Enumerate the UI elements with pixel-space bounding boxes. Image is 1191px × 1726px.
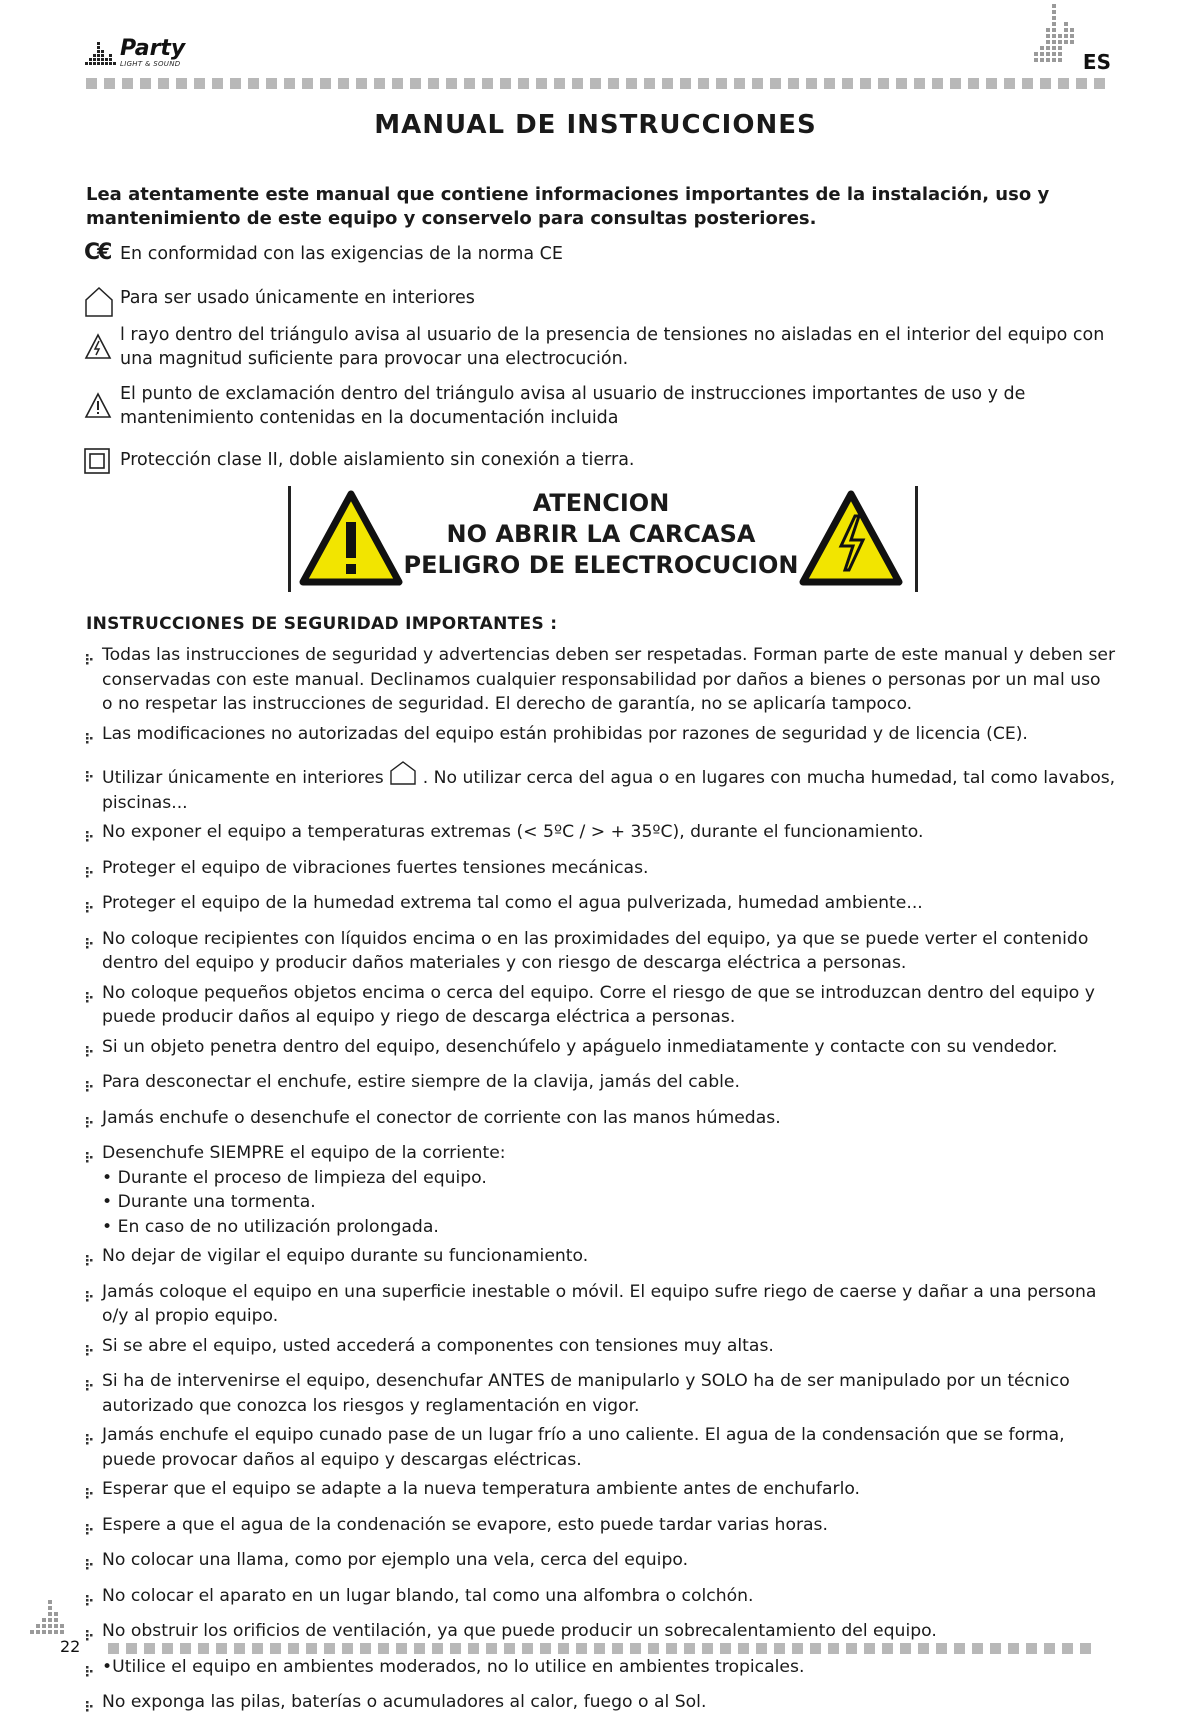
bullet-icon <box>86 1423 102 1472</box>
divider-square <box>900 1643 911 1654</box>
bullet-icon <box>86 1106 102 1137</box>
bottom-divider <box>108 1643 1091 1654</box>
symbol-row-indoor <box>84 286 1120 325</box>
bullet-icon <box>86 760 102 815</box>
divider-square <box>432 1643 443 1654</box>
divider-square <box>594 1643 605 1654</box>
divider-square <box>738 1643 749 1654</box>
bullet-icon <box>86 1619 102 1650</box>
exclamation-triangle-icon <box>84 392 112 420</box>
divider-square <box>932 78 943 89</box>
divider-square <box>284 78 295 89</box>
divider-square <box>950 78 961 89</box>
bullet-icon <box>86 1070 102 1101</box>
divider-square <box>756 1643 767 1654</box>
bullet-dots-icon <box>86 902 94 914</box>
bullet-dots-icon <box>86 1595 94 1607</box>
divider-square <box>356 78 367 89</box>
divider-square <box>162 1643 173 1654</box>
warning-line-2: NO ABRIR LA CARCASA <box>446 520 756 548</box>
bullet-dots-icon <box>86 1559 94 1571</box>
divider-square <box>252 1643 263 1654</box>
divider-square <box>176 78 187 89</box>
electric-shock-warning-icon <box>799 488 903 588</box>
divider-square <box>180 1643 191 1654</box>
divider-square <box>810 1643 821 1654</box>
divider-square <box>1080 1643 1091 1654</box>
divider-square <box>1076 78 1087 89</box>
divider-square <box>342 1643 353 1654</box>
language-code: ES <box>1082 50 1111 74</box>
house-icon <box>389 760 417 786</box>
divider-square <box>464 78 475 89</box>
divider-square <box>108 1643 119 1654</box>
divider-square <box>576 1643 587 1654</box>
divider-square <box>986 78 997 89</box>
divider-square <box>320 78 331 89</box>
list-item: No dejar de vigilar el equipo durante su funcionamiento. <box>86 1244 1116 1275</box>
bullet-icon <box>86 1369 102 1418</box>
divider-square <box>882 1643 893 1654</box>
divider-square <box>896 78 907 89</box>
bullet-icon <box>86 1477 102 1508</box>
bullet-icon <box>86 927 102 976</box>
divider-square <box>644 78 655 89</box>
divider-square <box>446 78 457 89</box>
bullet-icon <box>86 722 102 753</box>
brand-logo <box>84 36 185 68</box>
divider-square <box>266 78 277 89</box>
list-item: No colocar el aparato en un lugar blando, tal como una alfombra o colchón. <box>86 1584 1116 1615</box>
divider-square <box>666 1643 677 1654</box>
instruction-list <box>86 643 1116 1726</box>
list-item: Jamás enchufe el equipo cunado pase de un lugar frío a uno caliente. El agua de la condensación que se forma, puede provocar daños al equipo y descargas eléctricas. <box>86 1423 1116 1472</box>
divider-square <box>554 78 565 89</box>
divider-square <box>720 1643 731 1654</box>
divider-square <box>590 78 601 89</box>
divider-square <box>792 1643 803 1654</box>
divider-square <box>230 78 241 89</box>
divider-square <box>936 1643 947 1654</box>
bullet-dots-icon <box>86 771 94 783</box>
divider-square <box>774 1643 785 1654</box>
divider-square <box>698 78 709 89</box>
bullet-icon <box>86 981 102 1030</box>
bullet-dots-icon <box>86 654 94 666</box>
divider-square <box>414 1643 425 1654</box>
list-item: Las modificaciones no autorizadas del equipo están prohibidas por razones de seguridad y de licencia (CE). <box>86 722 1116 753</box>
divider-square <box>716 78 727 89</box>
divider-square <box>482 78 493 89</box>
list-item: Desenchufe SIEMPRE el equipo de la corriente: • Durante el proceso de limpieza del equipo. • Durante una tormenta. • En caso de no utilización prolongada. <box>86 1141 1116 1239</box>
divider-square <box>914 78 925 89</box>
bullet-dots-icon <box>86 1666 94 1678</box>
divider-square <box>536 78 547 89</box>
symbol-text: Para ser usado únicamente en interiores <box>120 288 475 308</box>
divider-square <box>140 78 151 89</box>
divider-square <box>306 1643 317 1654</box>
list-item: Todas las instrucciones de seguridad y advertencias deben ser respetadas. Forman parte de este manual y deben ser conservadas con este manual. Declinamos cualquier responsabilidad por daños a bienes o personas por un mal uso o no respetar las instrucciones de seguridad. El derecho de garantía, no se aplicaría tampoco. <box>86 643 1116 717</box>
equalizer-logo-icon <box>84 36 118 68</box>
divider-square <box>918 1643 929 1654</box>
section-title: INSTRUCCIONES DE SEGURIDAD IMPORTANTES : <box>86 614 558 634</box>
divider-square <box>468 1643 479 1654</box>
bullet-dots-icon <box>86 1434 94 1446</box>
symbol-row-exclamation <box>84 382 1120 430</box>
divider-square <box>680 78 691 89</box>
bullet-icon <box>86 1244 102 1275</box>
bullet-icon <box>86 856 102 887</box>
divider-square <box>270 1643 281 1654</box>
divider-square <box>158 78 169 89</box>
bullet-icon <box>86 1690 102 1721</box>
divider-square <box>212 78 223 89</box>
symbol-row-class-ii <box>84 448 1120 481</box>
bullet-icon <box>86 1513 102 1544</box>
divider-square <box>194 78 205 89</box>
divider-square <box>864 1643 875 1654</box>
bullet-dots-icon <box>86 938 94 950</box>
list-item: Si se abre el equipo, usted accederá a componentes con tensiones muy altas. <box>86 1334 1116 1365</box>
divider-square <box>612 1643 623 1654</box>
bullet-dots-icon <box>86 867 94 879</box>
list-item: Jamás coloque el equipo en una superficie inestable o móvil. El equipo sufre riego de caerse y dañar a una persona o/y al propio equipo. <box>86 1280 1116 1329</box>
class-ii-icon <box>84 448 110 474</box>
symbol-text: l rayo dentro del triángulo avisa al usuario de la presencia de tensiones no aisladas en el interior del equipo con una magnitud suficiente para provocar una electrocución. <box>120 325 1105 369</box>
divider-square <box>1044 1643 1055 1654</box>
divider-square <box>1040 78 1051 89</box>
divider-square <box>374 78 385 89</box>
divider-square <box>860 78 871 89</box>
list-item: Proteger el equipo de vibraciones fuertes tensiones mecánicas. <box>86 856 1116 887</box>
divider-square <box>522 1643 533 1654</box>
divider-square <box>302 78 313 89</box>
divider-square <box>824 78 835 89</box>
bullet-icon <box>86 1035 102 1066</box>
bullet-icon <box>86 820 102 851</box>
divider-square <box>572 78 583 89</box>
list-item: No colocar una llama, como por ejemplo una vela, cerca del equipo. <box>86 1548 1116 1579</box>
bullet-dots-icon <box>86 1081 94 1093</box>
lightning-triangle-icon <box>84 333 112 361</box>
divider-square <box>486 1643 497 1654</box>
divider-square <box>248 78 259 89</box>
bullet-icon <box>86 1655 102 1686</box>
divider-square <box>288 1643 299 1654</box>
divider-square <box>1026 1643 1037 1654</box>
divider-square <box>518 78 529 89</box>
divider-square <box>1008 1643 1019 1654</box>
symbol-text: El punto de exclamación dentro del triángulo avisa al usuario de instrucciones importantes de uso y de mantenimiento contenidas en la documentación incluida <box>120 384 1026 428</box>
divider-square <box>500 78 511 89</box>
bullet-icon <box>86 1548 102 1579</box>
list-item: Para desconectar el enchufe, estire siempre de la clavija, jamás del cable. <box>86 1070 1116 1101</box>
divider-square <box>410 78 421 89</box>
bullet-icon <box>86 1141 102 1239</box>
bullet-dots-icon <box>86 1152 94 1164</box>
divider-square <box>954 1643 965 1654</box>
divider-square <box>608 78 619 89</box>
bullet-icon <box>86 891 102 922</box>
divider-square <box>828 1643 839 1654</box>
warning-line-3: PELIGRO DE ELECTROCUCION <box>403 551 799 579</box>
bullet-dots-icon <box>86 1255 94 1267</box>
divider-square <box>1022 78 1033 89</box>
divider-square <box>752 78 763 89</box>
bullet-dots-icon <box>86 1380 94 1392</box>
divider-square <box>626 78 637 89</box>
divider-square <box>1062 1643 1073 1654</box>
list-item: Esperar que el equipo se adapte a la nueva temperatura ambiente antes de enchufarlo. <box>86 1477 1116 1508</box>
bullet-icon <box>86 1280 102 1329</box>
list-item: No coloque recipientes con líquidos encima o en las proximidades del equipo, ya que se puede verter el contenido dentro del equipo y producir daños materiales y con riesgo de descarga eléctrica a personas. <box>86 927 1116 976</box>
divider-square <box>684 1643 695 1654</box>
list-item: No exponer el equipo a temperaturas extremas (< 5ºC / > + 35ºC), durante el funcionamiento. <box>86 820 1116 851</box>
house-icon <box>84 286 114 318</box>
divider-square <box>1094 78 1105 89</box>
list-item: Espere a que el agua de la condenación se evapore, esto puede tardar varias horas. <box>86 1513 1116 1544</box>
bullet-dots-icon <box>86 1488 94 1500</box>
divider-square <box>450 1643 461 1654</box>
divider-square <box>428 78 439 89</box>
symbol-text: En conformidad con las exigencias de la norma CE <box>120 244 563 264</box>
symbol-row-ce <box>84 242 1120 266</box>
top-divider <box>86 78 1105 89</box>
divider-square <box>234 1643 245 1654</box>
divider-square <box>990 1643 1001 1654</box>
brand-name: Party <box>120 36 186 61</box>
bullet-dots-icon <box>86 1291 94 1303</box>
list-item: Proteger el equipo de la humedad extrema tal como el agua pulverizada, humedad ambiente... <box>86 891 1116 922</box>
divider-square <box>126 1643 137 1654</box>
divider-square <box>662 78 673 89</box>
divider-square <box>338 78 349 89</box>
divider-square <box>788 78 799 89</box>
brand-subtitle: LIGHT & SOUND <box>120 60 181 68</box>
list-item: No coloque pequeños objetos encima o cerca del equipo. Corre el riesgo de que se introduzcan dentro del equipo y puede producir daños al equipo y riego de descarga eléctrica a personas. <box>86 981 1116 1030</box>
warning-box <box>288 486 918 592</box>
divider-square <box>1004 78 1015 89</box>
bullet-dots-icon <box>86 1701 94 1713</box>
divider-square <box>392 78 403 89</box>
divider-square <box>198 1643 209 1654</box>
bullet-dots-icon <box>86 1046 94 1058</box>
divider-square <box>878 78 889 89</box>
divider-square <box>558 1643 569 1654</box>
intro-text: Lea atentamente este manual que contiene informaciones importantes de la instalación, uso y mantenimiento de este equipo y conservelo para consultas posteriores. <box>86 184 1050 229</box>
bullet-dots-icon <box>86 1345 94 1357</box>
bullet-dots-icon <box>86 1630 94 1642</box>
divider-square <box>846 1643 857 1654</box>
list-item: Jamás enchufe o desenchufe el conector de corriente con las manos húmedas. <box>86 1106 1116 1137</box>
page-title: MANUAL DE INSTRUCCIONES <box>374 110 817 140</box>
bullet-dots-icon <box>86 831 94 843</box>
divider-square <box>216 1643 227 1654</box>
list-item: Si ha de intervenirse el equipo, desenchufar ANTES de manipularlo y SOLO ha de ser manipulado por un técnico autorizado que conozca los riesgos y reglamentación en vigor. <box>86 1369 1116 1418</box>
divider-square <box>734 78 745 89</box>
exclamation-warning-icon <box>299 488 403 588</box>
divider-square <box>770 78 781 89</box>
divider-square <box>360 1643 371 1654</box>
symbol-row-lightning <box>84 323 1120 371</box>
divider-square <box>806 78 817 89</box>
divider-square <box>396 1643 407 1654</box>
page-number: 22 <box>60 1637 81 1656</box>
divider-square <box>1058 78 1069 89</box>
warning-line-1: ATENCION <box>532 489 670 517</box>
list-item: Utilizar únicamente en interiores . No utilizar cerca del agua o en lugares con mucha humedad, tal como lavabos, piscinas... <box>86 760 1116 815</box>
divider-square <box>702 1643 713 1654</box>
list-item: No exponga las pilas, baterías o acumuladores al calor, fuego o al Sol. <box>86 1690 1116 1721</box>
divider-square <box>648 1643 659 1654</box>
divider-square <box>968 78 979 89</box>
bullet-dots-icon <box>86 733 94 745</box>
divider-square <box>630 1643 641 1654</box>
divider-square <box>540 1643 551 1654</box>
divider-square <box>144 1643 155 1654</box>
bullet-dots-icon <box>86 992 94 1004</box>
bullet-icon <box>86 1584 102 1615</box>
divider-square <box>104 78 115 89</box>
divider-square <box>842 78 853 89</box>
list-item: No obstruir los orificios de ventilación, ya que puede producir un sobrecalentamiento del equipo. <box>86 1619 1116 1650</box>
list-item: Si un objeto penetra dentro del equipo, desenchúfelo y apáguelo inmediatamente y contacte con su vendedor. <box>86 1035 1116 1066</box>
divider-square <box>86 78 97 89</box>
divider-square <box>378 1643 389 1654</box>
divider-square <box>324 1643 335 1654</box>
bullet-icon <box>86 643 102 717</box>
divider-square <box>122 78 133 89</box>
symbol-text: Protección clase II, doble aislamiento sin conexión a tierra. <box>120 450 635 470</box>
bullet-dots-icon <box>86 1117 94 1129</box>
divider-square <box>972 1643 983 1654</box>
list-item: •Utilice el equipo en ambientes moderados, no lo utilice en ambientes tropicales. <box>86 1655 1116 1686</box>
divider-square <box>504 1643 515 1654</box>
warning-text <box>391 488 811 581</box>
bullet-dots-icon <box>86 1524 94 1536</box>
ce-mark-icon: C€ <box>84 240 110 265</box>
bullet-icon <box>86 1334 102 1365</box>
